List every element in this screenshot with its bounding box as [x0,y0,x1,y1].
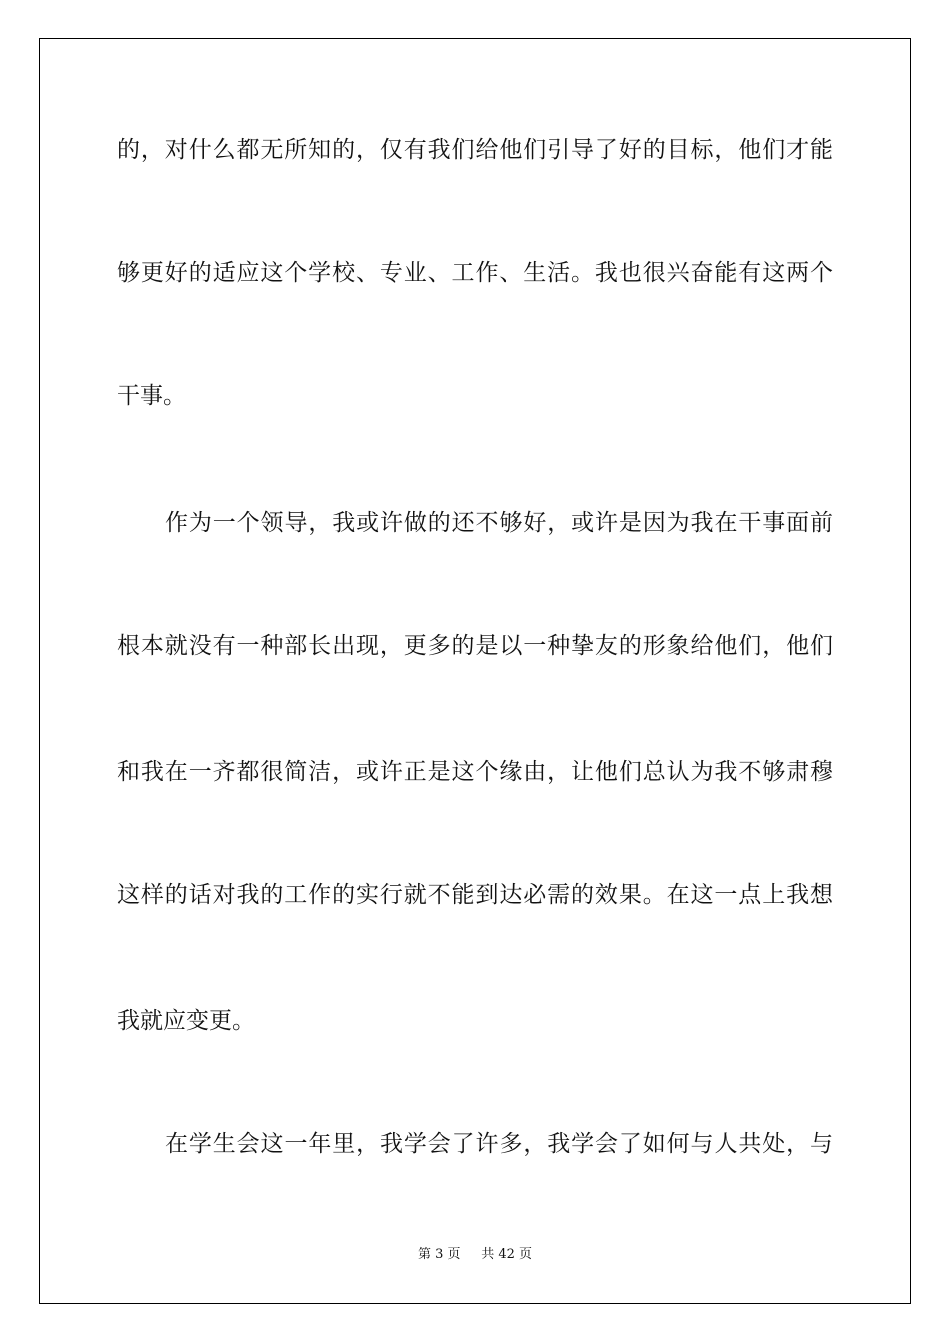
text-line-3: 干事。 [117,383,186,409]
text-line-9: 在学生会这一年里，我学会了许多，我学会了如何与人共处，与 [165,1131,833,1157]
text-line-5: 根本就没有一种部长出现，更多的是以一种挚友的形象给他们，他们 [117,633,833,659]
text-line-1: 的，对什么都无所知的，仅有我们给他们引导了好的目标，他们才能 [117,137,833,163]
total-pages: 共 42 页 [481,1247,533,1262]
page-number: 第 3 页 [417,1247,461,1262]
text-line-8: 我就应变更。 [117,1008,255,1034]
text-line-6: 和我在一齐都很简洁，或许正是这个缘由，让他们总认为我不够肃穆 [117,759,833,785]
text-line-2: 够更好的适应这个学校、专业、工作、生活。我也很兴奋能有这两个 [117,260,833,286]
text-line-7: 这样的话对我的工作的实行就不能到达必需的效果。在这一点上我想 [117,882,833,908]
page-border [39,38,911,1304]
text-line-4: 作为一个领导，我或许做的还不够好，或许是因为我在干事面前 [165,510,833,536]
page-footer [0,1246,950,1264]
